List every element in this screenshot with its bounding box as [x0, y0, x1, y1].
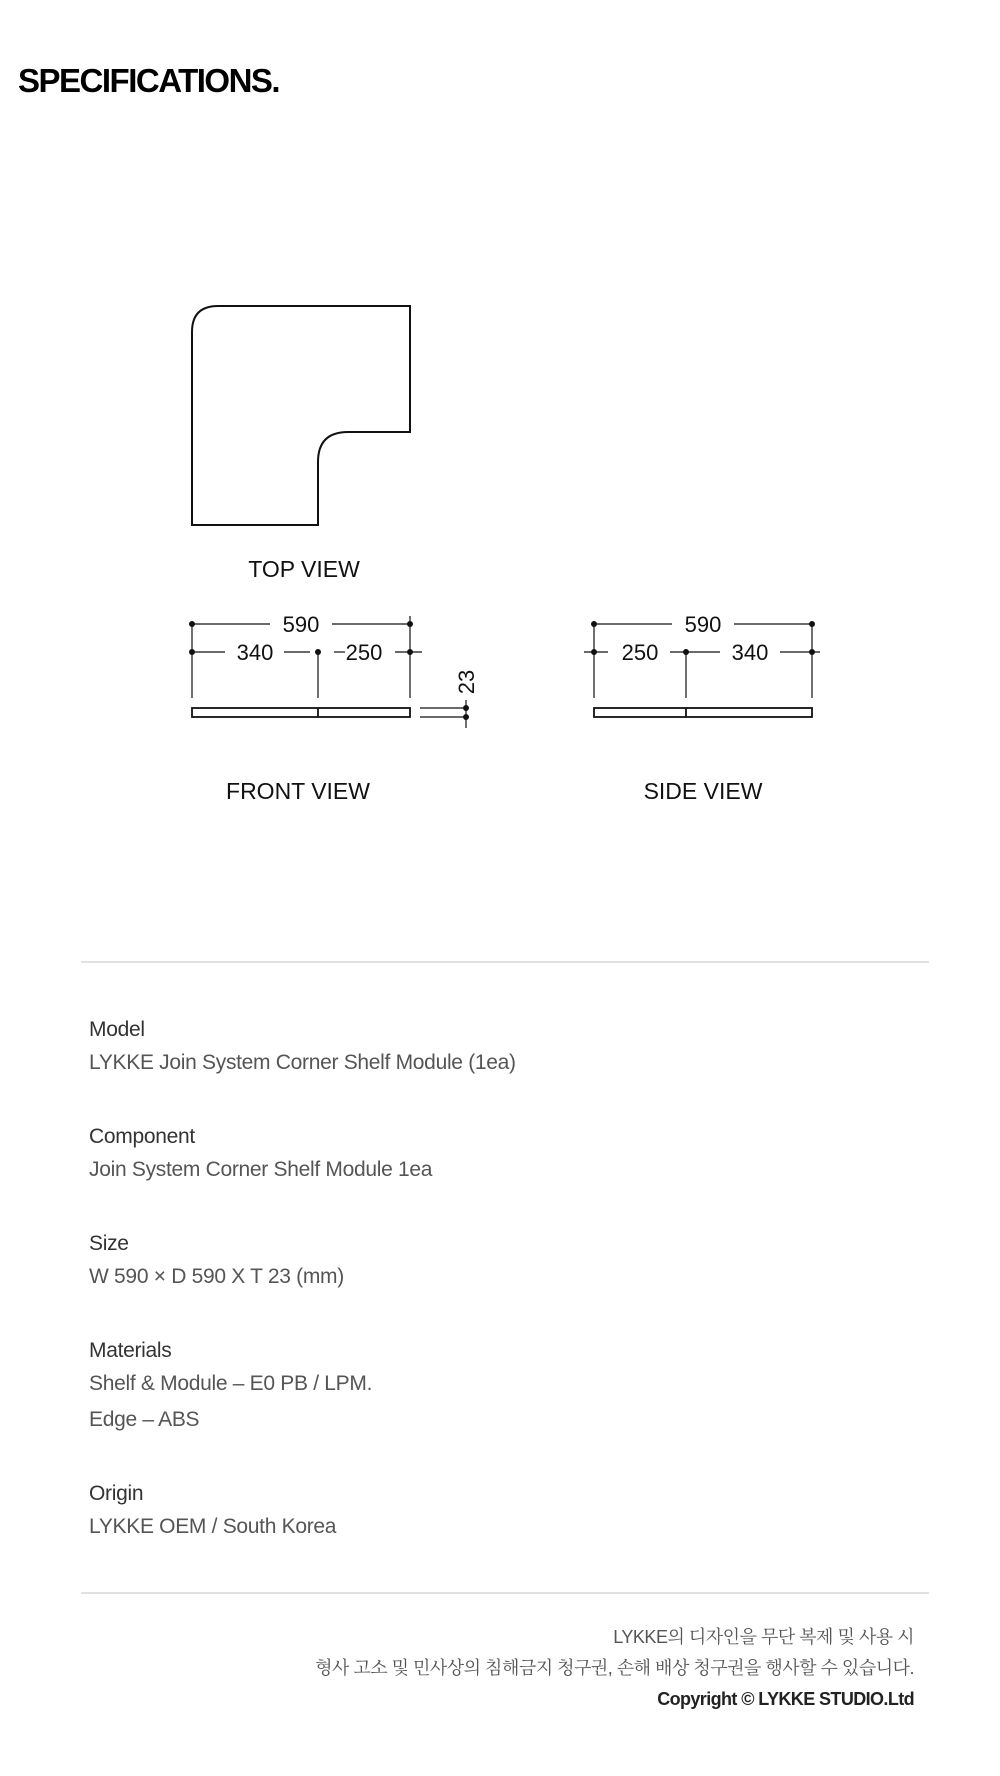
notice-line-1: LYKKE의 디자인을 무단 복제 및 사용 시 — [613, 1627, 914, 1647]
notice-line-2: 형사 고소 및 민사상의 침해금지 청구권, 손해 배상 청구권을 행사할 수 있습니다. — [315, 1658, 914, 1678]
front-left-dimension: 340 — [236, 640, 274, 665]
spec-label: Component — [89, 1125, 195, 1148]
side-total-dimension: 590 — [684, 612, 722, 637]
top-view-label: TOP VIEW — [248, 556, 360, 582]
front-total-dimension: 590 — [282, 612, 320, 637]
copyright-text: Copyright © LYKKE STUDIO.Ltd — [657, 1689, 914, 1709]
divider-bottom — [81, 1592, 929, 1594]
spec-label: Materials — [89, 1339, 172, 1362]
front-view — [192, 616, 466, 728]
side-left-dimension: 250 — [621, 640, 659, 665]
spec-materials — [89, 1336, 909, 1479]
side-right-dimension: 340 — [731, 640, 769, 665]
page-title: SPECIFICATIONS. — [18, 62, 280, 99]
spec-component — [89, 1122, 909, 1229]
front-thickness-dimension: 23 — [454, 669, 479, 695]
spec-value: Join System Corner Shelf Module 1ea — [89, 1158, 433, 1181]
spec-size — [89, 1229, 909, 1336]
spec-value: LYKKE OEM / South Korea — [89, 1515, 337, 1538]
spec-origin — [89, 1479, 909, 1586]
side-view — [584, 624, 820, 717]
side-view-label: SIDE VIEW — [643, 778, 763, 804]
spec-list — [89, 1015, 909, 1586]
divider-top — [81, 961, 929, 963]
front-view-dimension-points — [189, 621, 469, 720]
spec-label: Size — [89, 1232, 129, 1255]
spec-model — [89, 1015, 909, 1122]
front-view-label: FRONT VIEW — [226, 778, 370, 804]
front-right-dimension: 250 — [345, 640, 383, 665]
spec-label: Origin — [89, 1482, 144, 1505]
spec-value: W 590 × D 590 X T 23 (mm) — [89, 1265, 344, 1288]
spec-value: Edge – ABS — [89, 1408, 200, 1431]
top-view-outline — [192, 306, 410, 525]
spec-value: LYKKE Join System Corner Shelf Module (1ea) — [89, 1051, 516, 1074]
spec-label: Model — [89, 1018, 145, 1041]
copyright-notice — [315, 1622, 914, 1715]
spec-value: Shelf & Module – E0 PB / LPM. — [89, 1372, 373, 1395]
